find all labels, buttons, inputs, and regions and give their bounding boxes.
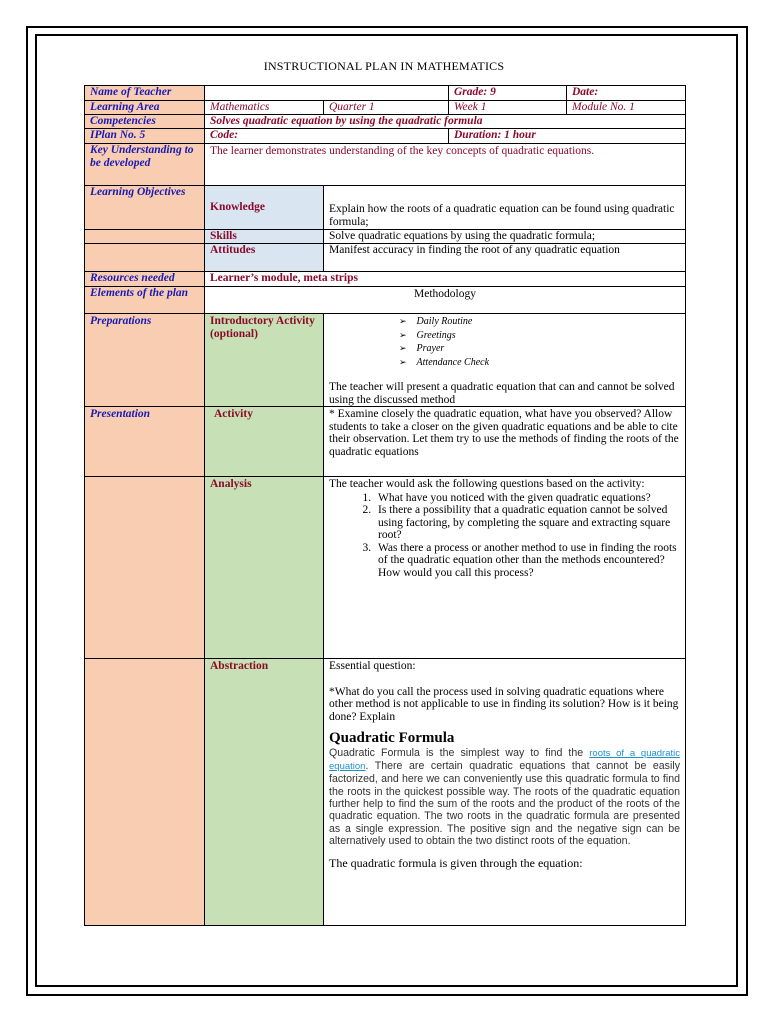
competencies-value: Solves quadratic equation by using the quadratic formula — [205, 115, 686, 129]
abstraction-label: Abstraction — [205, 659, 324, 926]
grade: Grade: 9 — [449, 86, 567, 101]
row-skills — [85, 230, 686, 244]
list-item: 2. Is there a possibility that a quadratic equation cannot be solved using factoring, by completing the square and extracting square root? — [374, 504, 680, 542]
skills-value: Solve quadratic equations by using the quadratic formula; — [324, 230, 686, 244]
list-item: 1. What have you noticed with the given quadratic equations? — [374, 492, 680, 505]
module-number: Module No. 1 — [567, 101, 686, 115]
row-abstraction — [85, 659, 686, 926]
subject: Mathematics — [205, 101, 324, 115]
quarter: Quarter 1 — [324, 101, 449, 115]
instructional-plan-table — [84, 85, 686, 926]
resources-value: Learner’s module, meta strips — [205, 272, 686, 287]
knowledge-label: Knowledge — [205, 186, 324, 230]
competencies-label: Competencies — [85, 115, 205, 129]
qf-text-part2: . There are certain quadratic equations that cannot be easily factorized, and here we can conveniently use this quadratic formula to find the roots in the quickest possible way. The roots of the quadratic equation further help to find the sum of the roots and the product of the roots of the quadratic equation. The two roots in the quadratic formula are presented as a single expression. The positive sign and the negative sign can be alternatively used to obtain the two distinct roots of the equation. — [329, 760, 680, 847]
analysis-questions — [329, 492, 680, 580]
learning-area-label: Learning Area — [85, 101, 205, 115]
essential-question-label: Essential question: — [329, 660, 416, 673]
analysis-label: Analysis — [205, 477, 324, 659]
essential-question-text: *What do you call the process used in solving quadratic equations where other method is not applicable to use in finding its solution? How is it being done? Explain — [329, 685, 679, 723]
analysis-intro: The teacher would ask the following questions based on the activity: — [329, 478, 645, 491]
attitudes-value: Manifest accuracy in finding the root of any quadratic equation — [324, 244, 686, 272]
duration: Duration: 1 hour — [449, 129, 686, 144]
activity-text: * Examine closely the quadratic equation, what have you observed? Allow students to take a closer on the given quadratic equations and be able to cite their observation. Let them try to use the methods of finding the roots of the quadratic equations — [324, 407, 686, 477]
key-understanding-value: The learner demonstrates understanding of the key concepts of quadratic equations. — [205, 144, 686, 186]
abstraction-content — [324, 659, 686, 926]
analysis-content — [324, 477, 686, 659]
skills-label: Skills — [205, 230, 324, 244]
list-item: ➢ Attendance Check — [399, 356, 680, 370]
quadratic-formula-final: The quadratic formula is given through the equation: — [329, 856, 583, 871]
row-learning-area — [85, 101, 686, 115]
teacher-value — [205, 86, 449, 101]
objectives-spacer — [85, 244, 205, 272]
presentation-spacer — [85, 659, 205, 926]
objectives-spacer — [85, 230, 205, 244]
activity-label: Activity — [205, 407, 324, 477]
introductory-activity-label: Introductory Activity (optional) — [205, 314, 324, 407]
elements-label: Elements of the plan — [85, 287, 205, 314]
code: Code: — [205, 129, 449, 144]
document-title: INSTRUCTIONAL PLAN IN MATHEMATICS — [263, 59, 505, 73]
row-preparations — [85, 314, 686, 407]
learning-objectives-label: Learning Objectives — [85, 186, 205, 230]
quadratic-formula-heading: Quadratic Formula — [329, 730, 455, 747]
teacher-label: Name of Teacher — [85, 86, 205, 101]
row-knowledge — [85, 186, 686, 230]
presentation-spacer — [85, 477, 205, 659]
iplan-number: IPlan No. 5 — [85, 129, 205, 144]
row-presentation-activity — [85, 407, 686, 477]
week: Week 1 — [449, 101, 567, 115]
row-iplan — [85, 129, 686, 144]
date: Date: — [567, 86, 686, 101]
qf-text-part1: Quadratic Formula is the simplest way to find the — [329, 746, 590, 759]
list-item: 3. Was there a process or another method to use in finding the roots of the quadratic equation other than the methods encountered? How would you call this process? — [374, 542, 680, 580]
attitudes-label: Attitudes — [205, 244, 324, 272]
presentation-label: Presentation — [85, 407, 205, 477]
row-teacher — [85, 86, 686, 101]
row-analysis — [85, 477, 686, 659]
preparations-label: Preparations — [85, 314, 205, 407]
routine-list — [329, 315, 680, 369]
preparations-text: The teacher will present a quadratic equation that can and cannot be solved using the discussed method — [329, 381, 675, 406]
methodology-heading: Methodology — [205, 287, 686, 314]
list-item: ➢ Greetings — [399, 329, 680, 343]
row-key-understanding — [85, 144, 686, 186]
roots-link[interactable]: roots of a quadratic equation — [329, 747, 680, 773]
preparations-content — [324, 314, 686, 407]
row-resources — [85, 272, 686, 287]
knowledge-value: Explain how the roots of a quadratic equation can be found using quadratic formula; — [324, 186, 686, 230]
resources-label: Resources needed — [85, 272, 205, 287]
key-understanding-label: Key Understanding to be developed — [85, 144, 205, 186]
list-item: ➢ Daily Routine — [399, 315, 680, 329]
quadratic-formula-body — [329, 747, 680, 847]
list-item: ➢ Prayer — [399, 342, 680, 356]
row-attitudes — [85, 244, 686, 272]
row-elements — [85, 287, 686, 314]
row-competencies — [85, 115, 686, 129]
